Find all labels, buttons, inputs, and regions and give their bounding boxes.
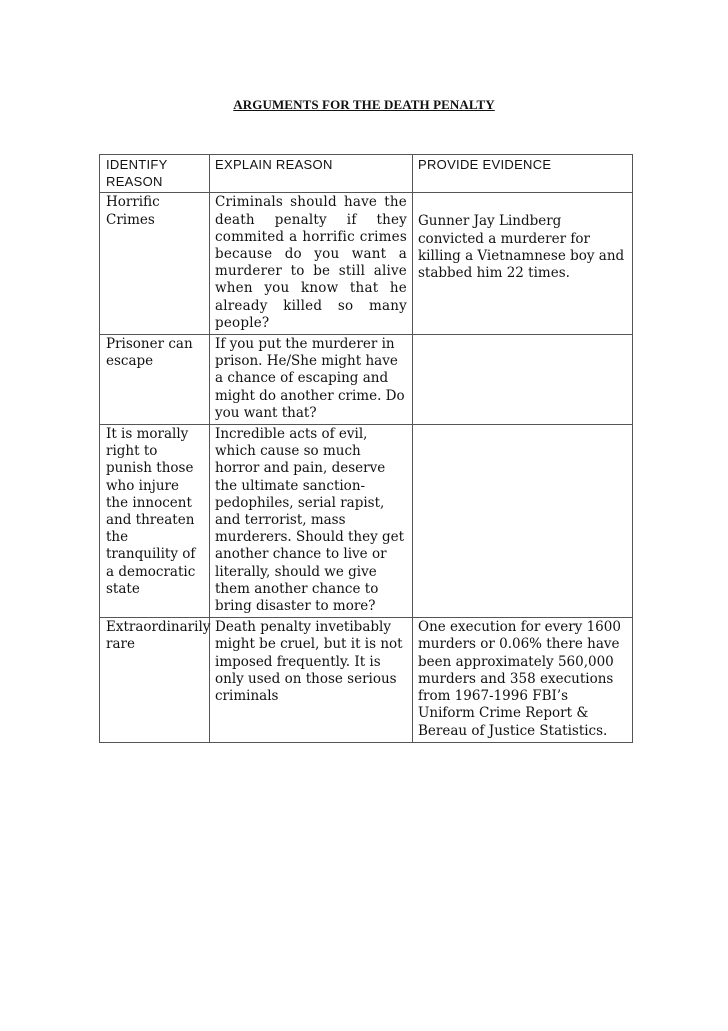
table-row bbox=[100, 193, 633, 335]
table-row bbox=[100, 425, 633, 618]
explain-cell: Criminals should have the death penalty if they commited a horrific crimes because do you want a murderer to be still alive when you know that he already killed so many people? bbox=[210, 193, 413, 335]
identify-cell: Extraordinarily rare bbox=[100, 618, 210, 742]
evidence-cell bbox=[413, 425, 633, 618]
identify-cell: It is morally right to punish those who injure the innocent and threaten the tranquility of a democratic state bbox=[100, 425, 210, 618]
page-title: ARGUMENTS FOR THE DEATH PENALTY bbox=[233, 97, 495, 112]
identify-cell: Horrific Crimes bbox=[100, 193, 210, 335]
table-row bbox=[100, 335, 633, 425]
evidence-cell bbox=[413, 335, 633, 425]
identify-cell: Prisoner can escape bbox=[100, 335, 210, 425]
explain-cell: Death penalty invetibably might be cruel, but it is not imposed frequently. It is only used on those serious criminals bbox=[210, 618, 413, 742]
header-provide-evidence: PROVIDE EVIDENCE bbox=[413, 155, 633, 193]
table-row bbox=[100, 618, 633, 742]
evidence-cell: One execution for every 1600 murders or 0.06% there have been approximately 560,000 murders and 358 executions from 1967-1996 FBI’s Uniform Crime Report & Bereau of Justice Statistics. bbox=[413, 618, 633, 742]
explain-cell: If you put the murderer in prison. He/She might have a chance of escaping and might do another crime. Do you want that? bbox=[210, 335, 413, 425]
explain-cell: Incredible acts of evil, which cause so much horror and pain, deserve the ultimate sanction- pedophiles, serial rapist, and terrorist, mass murderers. Should they get another chance to live or literally, should we give them another chance to bring disaster to more? bbox=[210, 425, 413, 618]
header-identify-reason: IDENTIFY REASON bbox=[100, 155, 210, 193]
table-header-row bbox=[100, 155, 633, 193]
evidence-cell: Gunner Jay Lindberg convicted a murderer for killing a Vietnamnese boy and stabbed him 22 times. bbox=[413, 193, 633, 335]
header-explain-reason: EXPLAIN REASON bbox=[210, 155, 413, 193]
arguments-table bbox=[99, 154, 633, 743]
